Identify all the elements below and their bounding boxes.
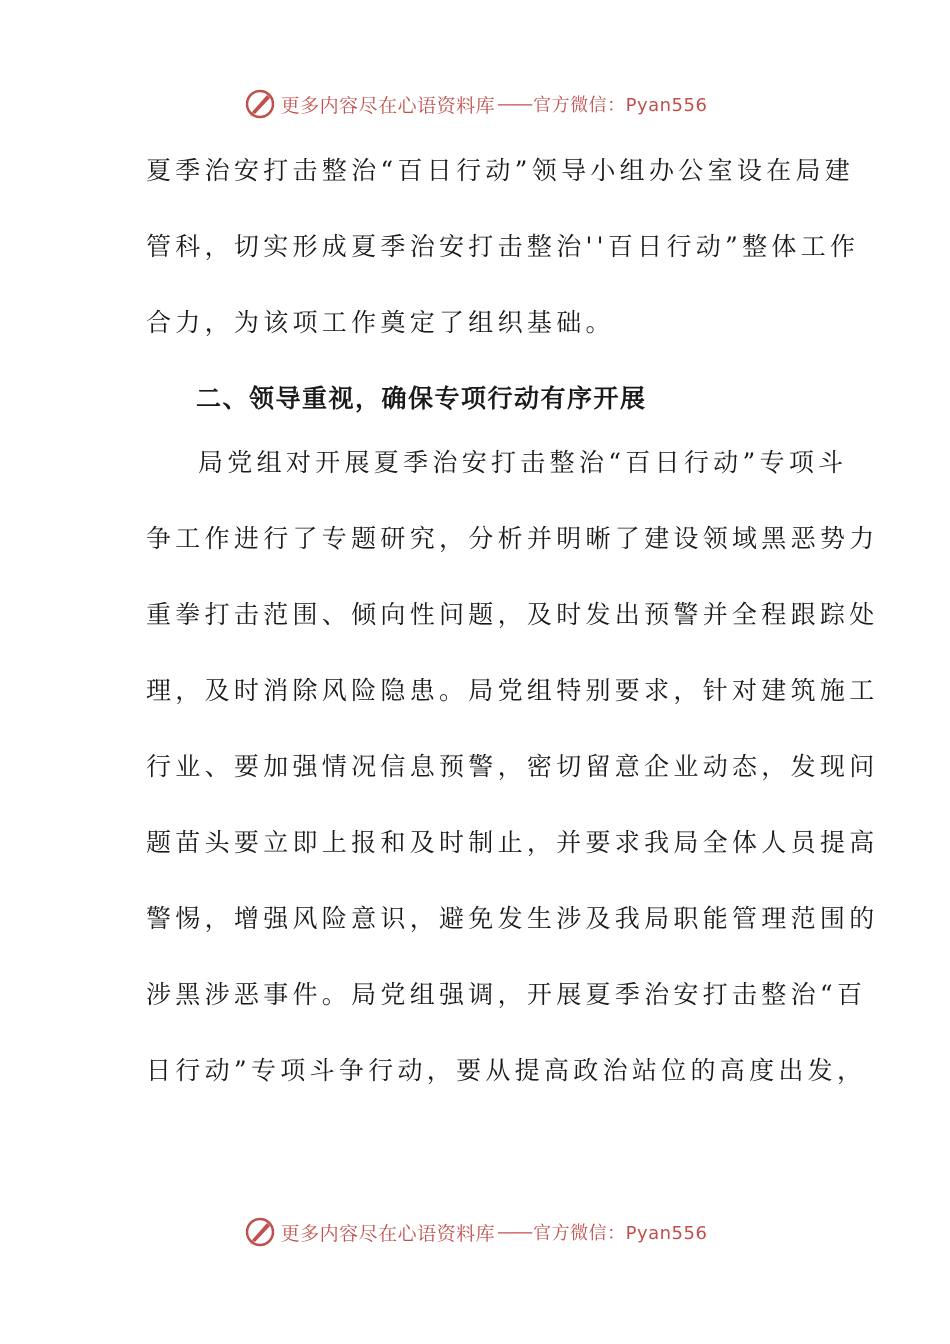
header-watermark <box>0 84 950 124</box>
body-line: 题苗头要立即上报和及时制止，并要求我局全体人员提高 <box>146 828 879 857</box>
pen-circle-logo-icon <box>243 1215 277 1249</box>
footer-watermark <box>0 1212 950 1252</box>
watermark-dash: —— <box>497 1221 532 1243</box>
document-body <box>146 146 879 1122</box>
watermark-dash: —— <box>497 93 532 115</box>
pen-circle-logo-icon <box>243 87 277 121</box>
body-line: 管科，切实形成夏季治安打击整治''百日行动”整体工作 <box>146 232 860 261</box>
body-line: 夏季治安打击整治“百日行动”领导小组办公室设在局建 <box>146 156 855 185</box>
body-line: 局党组对开展夏季治安打击整治“百日行动”专项斗 <box>198 448 848 477</box>
body-line: 争工作进行了专题研究，分析并明晰了建设领域黑恶势力 <box>146 524 879 553</box>
watermark-main-text: 更多内容尽在心语资料库 <box>280 1222 496 1245</box>
watermark-main-text: 更多内容尽在心语资料库 <box>280 94 496 117</box>
section-heading: 二、领导重视，确保专项行动有序开展 <box>196 384 647 413</box>
body-line: 重拳打击范围、倾向性问题，及时发出预警并全程跟踪处 <box>146 600 879 629</box>
body-line: 日行动”专项斗争行动，要从提高政治站位的高度出发， <box>146 1056 867 1085</box>
body-line: 涉黑涉恶事件。局党组强调，开展夏季治安打击整治“百 <box>146 980 867 1009</box>
body-line: 合力，为该项工作奠定了组织基础。 <box>146 308 615 337</box>
watermark-wechat-text: 官方微信：Pyan556 <box>533 95 708 116</box>
body-line: 警惕，增强风险意识，避免发生涉及我局职能管理范围的 <box>146 904 879 933</box>
watermark-wechat-text: 官方微信：Pyan556 <box>533 1223 708 1244</box>
body-line: 行业、要加强情况信息预警，密切留意企业动态，发现问 <box>146 752 879 781</box>
body-line: 理，及时消除风险隐患。局党组特别要求，针对建筑施工 <box>146 676 879 705</box>
